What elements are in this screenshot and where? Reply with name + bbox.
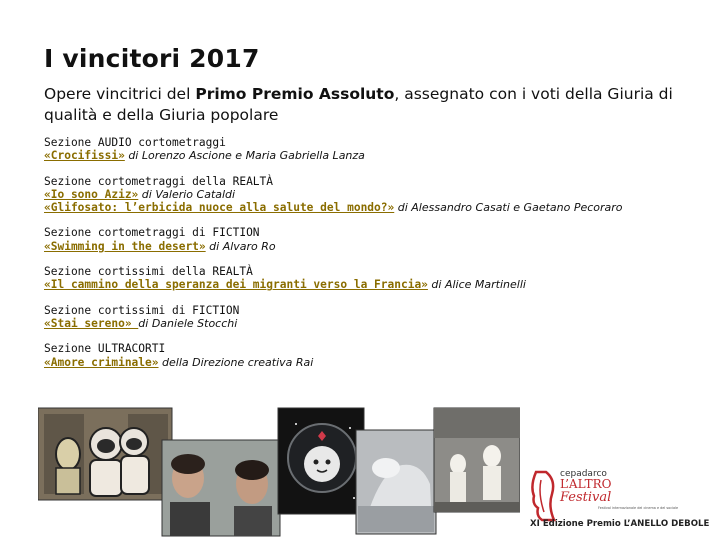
still-statues [356,430,436,534]
film-credit: di Lorenzo Ascione e Maria Gabriella Lanza [124,149,365,163]
logo-line2: L’ALTRO [560,477,612,491]
film-credit: di Alice Martinelli [427,278,526,292]
film-title-link[interactable]: «Amore criminale» [44,355,159,369]
section-heading: Sezione ULTRACORTI [44,342,166,356]
film-credit: della Direzione creativa Rai [158,355,314,369]
film-title-link[interactable]: «Crocifissi» [44,149,125,163]
section-ultrashorts [44,342,704,369]
winner-entry [44,201,704,214]
section-heading: Sezione AUDIO cortometraggi [44,136,226,149]
winner-entry [44,356,704,369]
winner-entry [44,240,704,253]
section-fiction-very-short [44,304,704,331]
still-astronauts [38,408,172,500]
logo-line3: Festival [560,490,612,505]
winner-entry [44,278,704,291]
still-space [278,408,364,514]
logo-edition: XI Edizione Premio L’ANELLO DEBOLE [530,519,710,529]
logo-face-profile [532,472,554,520]
film-credit: di Valerio Cataldi [138,187,236,201]
film-stills-collage [38,406,520,538]
intro-bold: Primo Premio Assoluto [195,85,395,103]
logo-tagline: Festival internazionale del cinema e del sociale [598,506,679,510]
still-sculptures [434,408,520,512]
film-title-link[interactable]: «Glifosato: l’erbicida nuoce alla salute del mondo?» [44,201,395,215]
film-credit: di Alessandro Casati e Gaetano Pecoraro [394,201,623,215]
section-reality-shorts [44,175,704,215]
intro-text-1: Opere vincitrici del [44,85,196,103]
section-heading: Sezione cortometraggi della REALTÀ [44,174,274,188]
winner-entry [44,149,704,162]
intro-paragraph [44,84,684,126]
section-fiction-shorts [44,226,704,253]
section-reality-very-short [44,265,704,292]
film-title-link[interactable]: «Io sono Aziz» [44,187,139,201]
section-heading: Sezione cortissimi di FICTION [44,303,240,317]
section-heading: Sezione cortissimi della REALTÀ [44,265,253,279]
winners-list [44,136,704,381]
film-title-link[interactable]: «Il cammino della speranza dei migranti verso la Francia» [44,278,428,292]
intro-text-2: , assegnato con i voti della Giuria di qualità e della Giuria popolare [44,85,673,124]
still-portraits [162,440,280,536]
winner-entry [44,188,704,201]
section-heading: Sezione cortometraggi di FICTION [44,226,260,240]
festival-logo [528,466,710,530]
winner-entry [44,317,704,330]
section-audio [44,136,704,163]
film-credit: di Daniele Stocchi [138,316,238,330]
logo-line1: cepadarco [560,469,607,479]
film-title-link[interactable]: «Swimming in the desert» [44,239,206,253]
film-title-link[interactable]: «Stai sereno» [44,316,139,330]
page-title: I vincitori 2017 [44,44,260,73]
film-credit: di Alvaro Ro [205,239,276,253]
